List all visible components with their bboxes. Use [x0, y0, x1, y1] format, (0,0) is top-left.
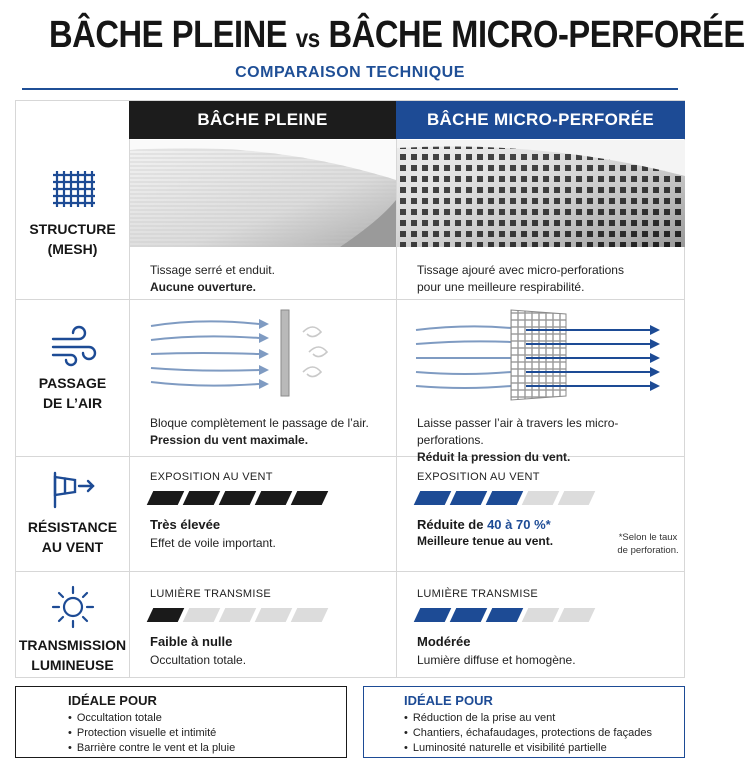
wind-right-gauge: [417, 491, 592, 505]
column-header-right: BÂCHE MICRO-PERFORÉE: [396, 101, 685, 139]
mesh-grid-icon: [49, 167, 97, 211]
wind-icon: [49, 329, 97, 365]
wind-label-line2: AU VENT: [41, 539, 104, 555]
air-right-text: Laisse passer l’air à travers les micro-perforations.: [417, 416, 619, 447]
structure-right-desc: [417, 262, 624, 296]
gauge-segment: [147, 491, 185, 505]
gauge-segment: [255, 608, 293, 622]
structure-left-bold: Aucune ouverture.: [150, 280, 257, 294]
gauge-segment: [414, 608, 452, 622]
gauge-segment: [255, 491, 293, 505]
title-part-2: BÂCHE MICRO-PERFORÉE: [328, 14, 745, 56]
light-left-block: [150, 588, 325, 669]
row-divider-1: [16, 299, 684, 300]
comparison-table: [15, 100, 685, 678]
row-label-air: [16, 329, 129, 413]
wind-right-bold-value: 40 à 70 %*: [487, 517, 551, 532]
ideal-right-heading: IDÉALE POUR: [404, 693, 493, 708]
row-label-light: [16, 585, 129, 675]
sun-icon: [49, 585, 97, 629]
subtitle-rule-right: [468, 88, 678, 90]
row-divider-3: [16, 571, 684, 572]
gauge-segment: [522, 491, 560, 505]
air-left-desc: [150, 415, 369, 449]
page-subtitle: COMPARAISON TECHNIQUE: [235, 64, 465, 81]
wind-left-text: Effet de voile important.: [150, 536, 276, 550]
subtitle-rule-left: [22, 88, 232, 90]
title-part-1: BÂCHE PLEINE: [49, 14, 288, 56]
wind-footnote-line2: de perforation.: [617, 545, 679, 556]
perforated-fabric-image: [397, 140, 685, 247]
title-vs: vs: [295, 23, 320, 53]
light-label-line1: TRANSMISSION: [18, 637, 127, 653]
wind-left-bold: Très élevée: [150, 517, 221, 532]
ideal-left-list: [68, 711, 334, 756]
gauge-segment: [486, 491, 524, 505]
wind-left-block: [150, 471, 325, 552]
gauge-segment: [147, 608, 185, 622]
wind-left-gauge: [150, 491, 325, 505]
wind-footnote: [613, 531, 683, 557]
light-right-bold: Modérée: [417, 634, 471, 649]
gauge-segment: [522, 608, 560, 622]
wind-label-line1: RÉSISTANCE: [27, 519, 118, 535]
light-right-block: [417, 588, 592, 669]
air-left-text: Bloque complètement le passage de l’air.: [150, 416, 369, 430]
wind-right-block: [417, 471, 592, 548]
solid-fabric-image: [130, 140, 396, 247]
light-left-gauge: [150, 608, 325, 622]
air-left-bold: Pression du vent maximale.: [150, 433, 309, 447]
ideal-right-list: [404, 711, 672, 756]
structure-right-text: Tissage ajouré avec micro-perforations: [417, 263, 624, 277]
light-right-gauge: [417, 608, 592, 622]
light-left-heading: LUMIÈRE TRANSMISE: [150, 588, 272, 600]
gauge-segment: [558, 491, 596, 505]
row-label-structure: [16, 167, 129, 259]
structure-label-line2: (MESH): [47, 241, 98, 257]
list-item: • Occultation totale: [68, 711, 334, 726]
wind-right-heading: EXPOSITION AU VENT: [417, 471, 540, 483]
light-left-text: Occultation totale.: [150, 653, 247, 667]
ideal-left-box: [15, 686, 347, 758]
wind-right-bold2: Meilleure tenue au vent.: [417, 534, 554, 548]
wind-right-bold-line: [417, 517, 592, 532]
gauge-segment: [291, 491, 329, 505]
gauge-segment: [219, 608, 257, 622]
air-label-line1: PASSAGE: [38, 375, 107, 391]
gauge-segment: [450, 491, 488, 505]
structure-right-text2: pour une meilleure respirabilité.: [417, 280, 585, 294]
gauge-segment: [486, 608, 524, 622]
wind-footnote-line1: *Selon le taux: [618, 532, 678, 543]
air-right-bold: Réduit la pression du vent.: [417, 450, 571, 464]
column-header-left: BÂCHE PLEINE: [129, 101, 396, 139]
gauge-segment: [558, 608, 596, 622]
ideal-right-box: [363, 686, 685, 758]
air-right-desc: [417, 415, 684, 466]
structure-left-desc: [150, 262, 275, 296]
gauge-segment: [183, 608, 221, 622]
list-item: • Protection visuelle et intimité: [68, 726, 334, 741]
air-blocked-illustration: [141, 306, 386, 401]
list-item: • Luminosité naturelle et visibilité partielle: [404, 741, 672, 756]
list-item: • Barrière contre le vent et la pluie: [68, 741, 334, 756]
gauge-segment: [291, 608, 329, 622]
air-passing-illustration: [406, 306, 676, 401]
structure-label-line1: STRUCTURE: [29, 221, 116, 237]
row-label-wind: [16, 469, 129, 557]
gauge-segment: [414, 491, 452, 505]
gauge-segment: [450, 608, 488, 622]
light-label-line2: LUMINEUSE: [31, 657, 114, 673]
gauge-segment: [183, 491, 221, 505]
windsock-icon: [49, 469, 97, 509]
wind-right-bold-prefix: Réduite de: [417, 517, 488, 532]
gauge-segment: [219, 491, 257, 505]
page-title: [49, 14, 745, 57]
ideal-left-heading: IDÉALE POUR: [68, 693, 157, 708]
subtitle-rule-center: [232, 88, 468, 90]
light-right-text: Lumière diffuse et homogène.: [417, 653, 576, 667]
light-right-heading: LUMIÈRE TRANSMISE: [417, 588, 539, 600]
structure-left-text: Tissage serré et enduit.: [150, 263, 275, 277]
air-label-line2: DE L’AIR: [42, 395, 103, 411]
wind-left-heading: EXPOSITION AU VENT: [150, 471, 273, 483]
list-item: • Réduction de la prise au vent: [404, 711, 672, 726]
list-item: • Chantiers, échafaudages, protections de façades: [404, 726, 672, 741]
light-left-bold: Faible à nulle: [150, 634, 233, 649]
